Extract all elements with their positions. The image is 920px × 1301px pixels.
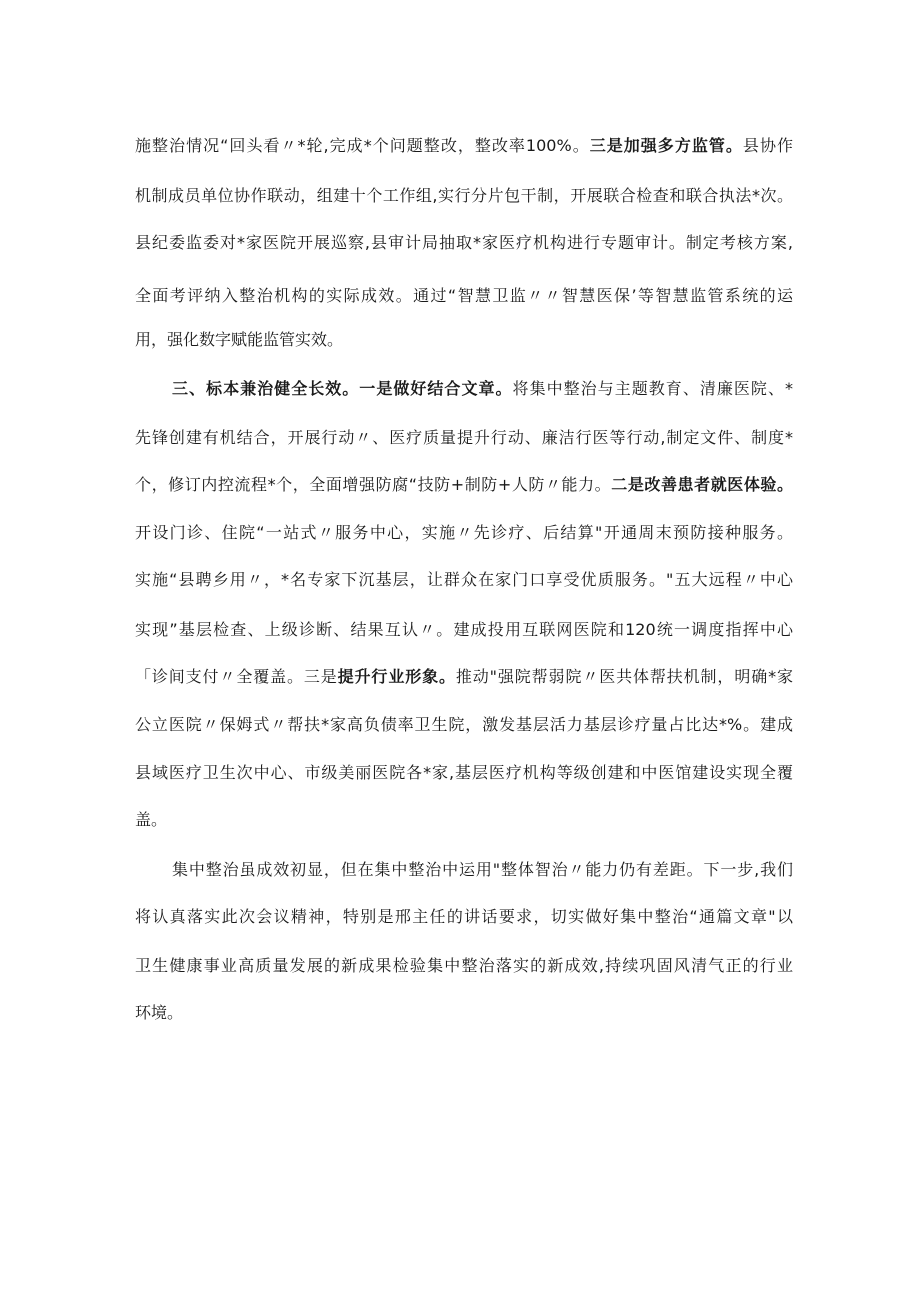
text-line: [135, 618, 793, 642]
text-segment: 公立医院〃保姆式〃帮扶*家高负债率卫生院，激发基层活力基层诊疗量占比达*%。建成: [135, 715, 793, 734]
text-line: [135, 713, 793, 737]
text-segment: 环境。: [135, 1003, 184, 1022]
text-segment: 全面考评纳入整治机构的实际成效。通过“智慧卫监〃〃智慧医保’等智慧监管系统的运: [135, 286, 793, 305]
text-segment: 盖。: [135, 810, 168, 829]
text-line: [135, 184, 793, 208]
text-segment: 将认真落实此次会议精神，特别是邢主任的讲话要求，切实做好集中整治“通篇文章"以: [135, 907, 793, 926]
text-segment: 县纪委监委对*家医院开展巡察,县审计局抽取*家医疗机构进行专题审计。制定考核方案,: [135, 233, 793, 252]
text-line: [172, 377, 793, 401]
text-line: [135, 665, 793, 689]
text-line: [135, 284, 793, 308]
text-line: [135, 954, 793, 978]
bold-heading-segment: 三是加强多方监管。: [589, 136, 743, 155]
text-line: [135, 426, 793, 450]
text-segment: 用，强化数字赋能监管实效。: [135, 330, 344, 349]
text-segment: 施整治情况“回头看〃*轮,完成*个问题整改，整改率100%。: [135, 136, 590, 155]
text-line: [135, 808, 793, 832]
text-line: [135, 761, 793, 785]
text-segment: 开设门诊、住院“一站式〃服务中心，实施〃先诊疗、后结算"开通周末预防接种服务。: [135, 523, 793, 542]
bold-heading-segment: 二是改善患者就医体验。: [611, 475, 793, 494]
text-line: [135, 473, 793, 497]
text-segment: 将集中整治与主题教育、清廉医院、*: [512, 379, 793, 398]
text-segment: 实施“县聘乡用〃，*名专家下沉基层，让群众在家门口享受优质服务。"五大远程〃中心: [135, 570, 793, 589]
text-segment: 县协作: [742, 136, 793, 155]
text-line: [135, 1001, 793, 1025]
text-segment: 先锋创建有机结合，开展行动〃、医疗质量提升行动、廉洁行医等行动,制定文件、制度*: [135, 428, 793, 447]
text-line: [135, 568, 793, 592]
text-segment: 机制成员单位协作联动，组建十个工作组,实行分片包干制，开展联合检查和联合执法*次。: [135, 186, 793, 205]
text-segment: 县域医疗卫生次中心、市级美丽医院各*家,基层医疗机构等级创建和中医馆建设实现全覆: [135, 763, 793, 782]
text-segment: 推动"强院帮弱院〃医共体帮扶机制，明确*家: [455, 667, 793, 686]
text-segment: 个，修订内控流程*个，全面增强防腐“技防+制防+人防〃能力。: [135, 475, 612, 494]
text-segment: 卫生健康事业高质量发展的新成果检验集中整治落实的新成效,持续巩固风清气正的行业: [135, 956, 793, 975]
bold-heading-segment: 提升行业形象。: [337, 667, 456, 686]
text-line: [135, 231, 793, 255]
bold-heading-segment: 三、标本兼治健全长效。一是做好结合文章。: [172, 379, 513, 398]
text-line: [135, 328, 793, 352]
text-line: [135, 134, 793, 158]
text-line: [135, 521, 793, 545]
text-line: [135, 905, 793, 929]
text-segment: 「诊间支付〃全覆盖。三是: [135, 667, 338, 686]
text-line: [172, 858, 793, 882]
text-segment: 实现”基层检查、上级诊断、结果互认〃。建成投用互联网医院和120统一调度指挥中心: [135, 620, 793, 639]
text-segment: 集中整治虽成效初显，但在集中整治中运用"整体智治〃能力仍有差距。下一步,我们: [172, 860, 793, 879]
